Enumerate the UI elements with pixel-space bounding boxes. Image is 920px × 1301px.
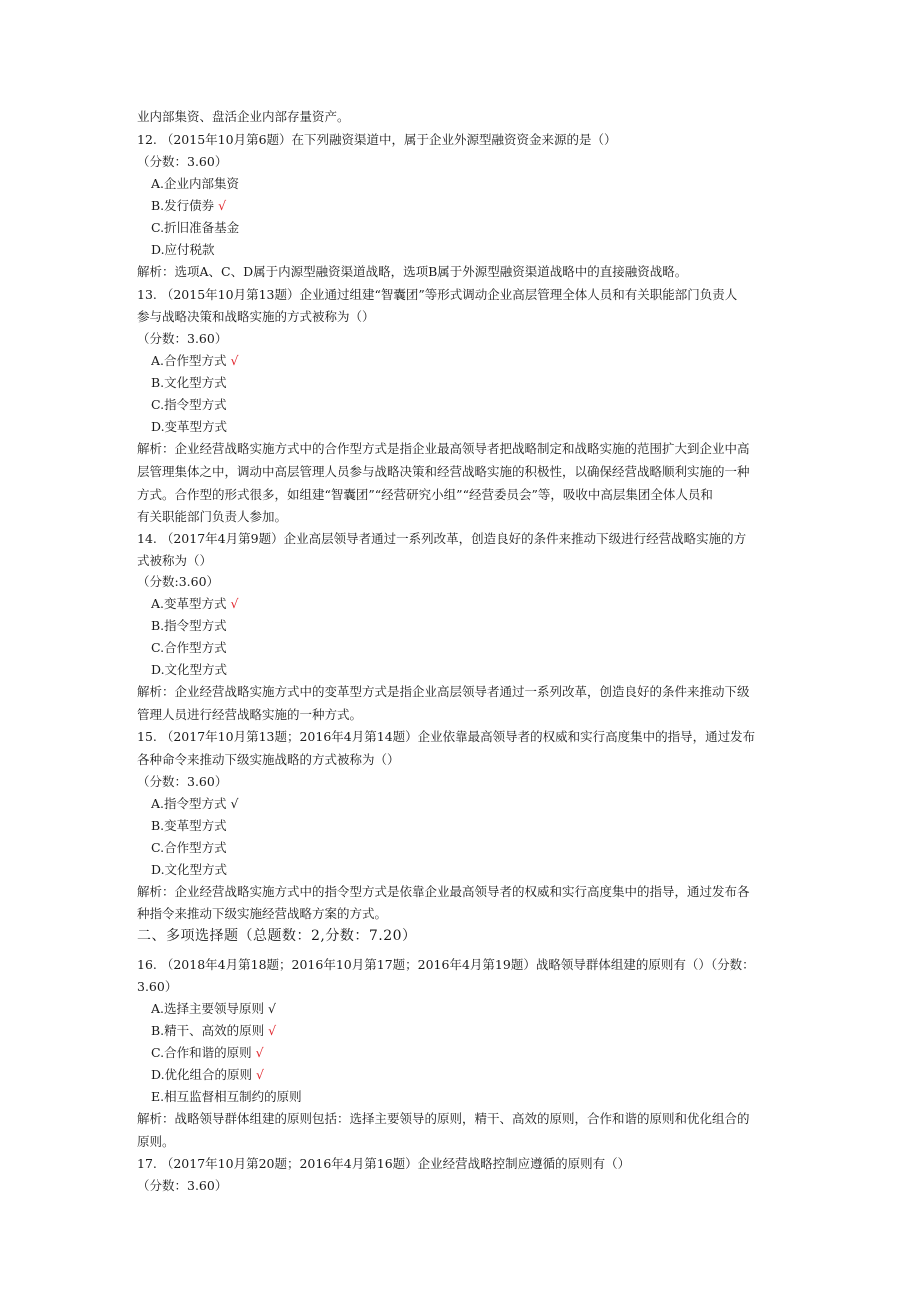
- score-12: （分数：3.60）: [137, 154, 228, 169]
- option-16-a: [151, 998, 801, 1020]
- option-14-a-text: A.变革型方式: [151, 596, 227, 611]
- score-14: （分数:3.60）: [137, 574, 220, 589]
- option-15-b: B.变革型方式: [151, 818, 227, 833]
- analysis-13-line4: 有关职能部门负责人参加。: [137, 509, 288, 524]
- check-icon: √: [230, 796, 239, 811]
- option-16-c: [151, 1042, 801, 1064]
- option-15-a: [151, 793, 801, 815]
- intro-text: 业内部集资、盘活企业内部存量资产。: [137, 109, 350, 124]
- check-icon: √: [268, 1023, 277, 1038]
- question-15-line1: 15. （2017年10月第13题；2016年4月第14题）企业依靠最高领导者的权威和实行高度集中的指导，通过发布: [137, 729, 756, 744]
- question-16-line2: 3.60）: [137, 979, 178, 994]
- question-13-line1: 13. （2015年10月第13题）企业通过组建“智囊团”等形式调动企业高层管理全体人员和有关职能部门负责人: [137, 287, 738, 302]
- option-12-a: A.企业内部集资: [151, 176, 240, 191]
- option-16-e: E.相互监督相互制约的原则: [151, 1089, 302, 1104]
- option-12-d: D.应付税款: [151, 242, 215, 257]
- analysis-15-line1: 解析：企业经营战略实施方式中的指令型方式是依靠企业最高领导者的权威和实行高度集中的指导，通过发布各: [137, 884, 750, 899]
- option-14-a: [151, 593, 801, 615]
- option-16-c-text: C.合作和谐的原则: [151, 1045, 252, 1060]
- option-13-c: C.指令型方式: [151, 397, 227, 412]
- option-16-b: [151, 1020, 801, 1042]
- check-icon: √: [255, 1045, 264, 1060]
- score-17: （分数：3.60）: [137, 1178, 228, 1193]
- check-icon: √: [230, 353, 239, 368]
- question-14-line1: 14. （2017年4月第9题）企业高层领导者通过一系列改革，创造良好的条件来推动下级进行经营战略实施的方: [137, 531, 747, 546]
- check-icon: √: [268, 1001, 276, 1016]
- check-icon: √: [218, 198, 227, 213]
- analysis-13-line3: 方式。合作型的形式很多，如组建“智囊团”“经营研究小组”“经营委员会”等，吸收中高层集团全体人员和: [137, 487, 713, 502]
- option-13-a-text: A.合作型方式: [151, 353, 227, 368]
- option-16-d: [151, 1064, 801, 1086]
- analysis-15-line2: 种指令来推动下级实施经营战略方案的方式。: [137, 906, 388, 921]
- analysis-16-line2: 原则。: [137, 1134, 175, 1149]
- option-14-c: C.合作型方式: [151, 640, 227, 655]
- question-16-line1: 16. （2018年4月第18题；2016年10月第17题；2016年4月第19题）战略领导群体组建的原则有（）（分数：: [137, 957, 755, 972]
- option-12-b: [151, 195, 801, 217]
- option-16-b-text: B.精干、高效的原则: [151, 1023, 265, 1038]
- analysis-14-line2: 管理人员进行经营战略实施的一种方式。: [137, 707, 363, 722]
- analysis-16-line1: 解析：战略领导群体组建的原则包括：选择主要领导的原则，精干、高效的原则，合作和谐的原则和优化组合的: [137, 1111, 750, 1126]
- analysis-13-line1: 解析：企业经营战略实施方式中的合作型方式是指企业最高领导者把战略制定和战略实施的范围扩大到企业中高: [137, 441, 750, 456]
- option-13-b: B.文化型方式: [151, 375, 227, 390]
- score-15: （分数：3.60）: [137, 774, 228, 789]
- option-14-d: D.文化型方式: [151, 662, 228, 677]
- question-12: 12. （2015年10月第6题）在下列融资渠道中，属于企业外源型融资资金来源的是（）: [137, 132, 617, 147]
- check-icon: √: [256, 1067, 265, 1082]
- check-icon: √: [230, 596, 239, 611]
- option-15-a-text: A.指令型方式: [151, 796, 227, 811]
- option-13-d: D.变革型方式: [151, 419, 228, 434]
- question-13-line2: 参与战略决策和战略实施的方式被称为（）: [137, 309, 375, 324]
- section-title-multiple-choice: 二、多项选择题（总题数：2,分数：7.20）: [137, 928, 417, 944]
- question-14-line2: 式被称为（）: [137, 553, 213, 568]
- option-12-b-text: B.发行债券: [151, 198, 215, 213]
- analysis-14-line1: 解析：企业经营战略实施方式中的变革型方式是指企业高层领导者通过一系列改革，创造良好的条件来推动下级: [137, 684, 750, 699]
- option-12-c: C.折旧准备基金: [151, 220, 240, 235]
- analysis-13-line2: 层管理集体之中，调动中高层管理人员参与战略决策和经营战略实施的积极性，以确保经营战略顺利实施的一种: [137, 464, 750, 479]
- question-17: 17. （2017年10月第20题；2016年4月第16题）企业经营战略控制应遵循的原则有（）: [137, 1156, 631, 1171]
- option-13-a: [151, 350, 801, 372]
- analysis-12: 解析：选项A、C、D属于内源型融资渠道战略，选项B属于外源型融资渠道战略中的直接融资战略。: [137, 264, 688, 279]
- question-15-line2: 各种命令来推动下级实施战略的方式被称为（）: [137, 752, 400, 767]
- option-15-c: C.合作型方式: [151, 840, 227, 855]
- option-16-a-text: A.选择主要领导原则: [151, 1001, 265, 1016]
- option-16-d-text: D.优化组合的原则: [151, 1067, 253, 1082]
- score-13: （分数：3.60）: [137, 331, 228, 346]
- option-15-d: D.文化型方式: [151, 862, 228, 877]
- option-14-b: B.指令型方式: [151, 618, 227, 633]
